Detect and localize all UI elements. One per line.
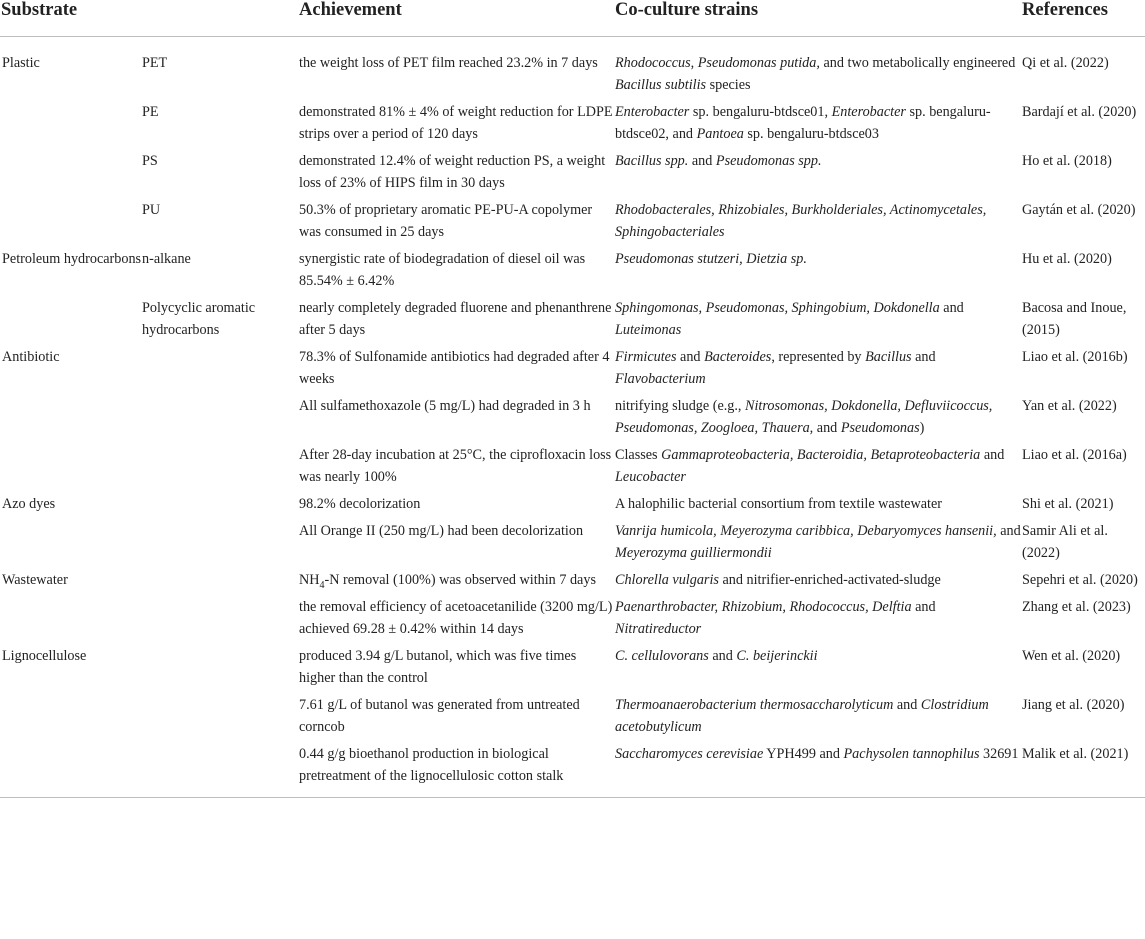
strain-name: Pseudomonas bbox=[840, 420, 920, 436]
achievement-cell: 98.2% decolorization bbox=[299, 496, 421, 512]
strains-cell bbox=[615, 442, 1022, 491]
strain-name: Vanrija humicola, Meyerozyma caribbica, Debaryomyces hansenii, bbox=[615, 523, 997, 539]
strain-name: Luteimonas bbox=[615, 322, 682, 338]
table-row bbox=[0, 491, 1145, 518]
substrate-cell: Azo dyes bbox=[2, 496, 56, 512]
strain-name: Enterobacter bbox=[831, 104, 906, 120]
subtype-cell bbox=[142, 567, 299, 594]
strains-cell bbox=[615, 99, 1022, 148]
reference-cell: Jiang et al. (2020) bbox=[1022, 697, 1125, 713]
achievement-cell: 7.61 g/L of butanol was generated from untreated corncob bbox=[299, 697, 580, 735]
strain-name: Enterobacter bbox=[615, 104, 690, 120]
subscript: 4 bbox=[319, 579, 325, 591]
subtype-cell bbox=[142, 594, 299, 643]
subtype-cell: PU bbox=[142, 202, 161, 218]
achievement-cell: the weight loss of PET film reached 23.2% in 7 days bbox=[299, 55, 598, 71]
strain-text: and bbox=[893, 697, 921, 713]
strain-name: Leucobacter bbox=[615, 469, 686, 485]
subtype-cell bbox=[142, 393, 299, 442]
strain-name: Bacillus bbox=[865, 349, 912, 365]
strain-text: , bbox=[690, 55, 698, 71]
reference-cell: Hu et al. (2020) bbox=[1022, 251, 1112, 267]
strains-cell bbox=[615, 594, 1022, 643]
achievement-cell: synergistic rate of biodegradation of diesel oil was 85.54% ± 6.42% bbox=[299, 251, 586, 289]
subtype-cell bbox=[142, 491, 299, 518]
strain-text: and bbox=[996, 523, 1021, 539]
substrate-cell bbox=[0, 393, 142, 442]
substrate-cell bbox=[0, 741, 142, 798]
achievement-cell: nearly completely degraded fluorene and phenanthrene after 5 days bbox=[299, 300, 612, 338]
substrate-cell: Petroleum hydrocarbons bbox=[2, 251, 142, 267]
table-row bbox=[0, 246, 1145, 295]
strains-cell bbox=[615, 344, 1022, 393]
strain-text: 32691 bbox=[979, 746, 1019, 762]
strain-text: and bbox=[813, 420, 841, 436]
strain-name: Gammaproteobacteria, Bacteroidia, Betaproteobacteria bbox=[661, 447, 981, 463]
reference-cell: Wen et al. (2020) bbox=[1022, 648, 1121, 664]
strain-name: Pseudomonas stutzeri, Dietzia sp. bbox=[615, 251, 807, 267]
strain-text: and nitrifier-enriched-activated-sludge bbox=[718, 572, 941, 588]
reference-cell: Gaytán et al. (2020) bbox=[1022, 202, 1136, 218]
table-row bbox=[0, 344, 1145, 393]
strain-name: Meyerozyma guilliermondii bbox=[615, 545, 772, 561]
substrate-cell bbox=[0, 148, 142, 197]
strain-name: Bacillus subtilis bbox=[615, 77, 707, 93]
subtype-cell bbox=[142, 518, 299, 567]
reference-cell: Shi et al. (2021) bbox=[1022, 496, 1114, 512]
reference-cell: Yan et al. (2022) bbox=[1022, 398, 1117, 414]
achievement-cell: After 28-day incubation at 25°C, the ciprofloxacin loss was nearly 100% bbox=[299, 447, 612, 485]
header-strains: Co-culture strains bbox=[615, 0, 1022, 37]
strain-name: Rhodobacterales, Rhizobiales, Burkholderiales, Actinomycetales, Sphingobacteriales bbox=[615, 202, 987, 240]
table-row bbox=[0, 99, 1145, 148]
substrate-cell bbox=[0, 295, 142, 344]
strain-text: and bbox=[688, 153, 716, 169]
strain-text: Classes bbox=[615, 447, 662, 463]
table-row bbox=[0, 643, 1145, 692]
header-substrate: Substrate bbox=[0, 0, 299, 37]
table-row bbox=[0, 594, 1145, 643]
table-row bbox=[0, 741, 1145, 798]
strains-cell bbox=[615, 741, 1022, 798]
substrate-cell bbox=[0, 99, 142, 148]
table-row bbox=[0, 518, 1145, 567]
strains-cell bbox=[615, 148, 1022, 197]
strain-text: and bbox=[911, 599, 936, 615]
strain-text: , represented by bbox=[771, 349, 866, 365]
substrate-cell bbox=[0, 442, 142, 491]
reference-cell: Sepehri et al. (2020) bbox=[1022, 572, 1138, 588]
substrate-cell: Plastic bbox=[2, 55, 40, 71]
strain-name: Pseudomonas spp. bbox=[715, 153, 822, 169]
reference-cell: Zhang et al. (2023) bbox=[1022, 599, 1131, 615]
strain-name: Bacteroides bbox=[704, 349, 772, 365]
table-row bbox=[0, 567, 1145, 594]
strains-cell bbox=[615, 197, 1022, 246]
table-row bbox=[0, 442, 1145, 491]
strain-text: nitrifying sludge (e.g., bbox=[615, 398, 746, 414]
strain-name: Nitrosomonas, Dokdonella, Defluviicoccus, Pseudomonas, Zoogloea, Thauera, bbox=[615, 398, 993, 436]
reference-cell: Qi et al. (2022) bbox=[1022, 55, 1109, 71]
strain-name: Nitratireductor bbox=[615, 621, 702, 637]
achievement-cell: 0.44 g/g bioethanol production in biological pretreatment of the lignocellulosic cotton stalk bbox=[299, 741, 615, 798]
achievement-cell: demonstrated 81% ± 4% of weight reduction for LDPE strips over a period of 120 days bbox=[299, 104, 613, 142]
strain-name: Sphingomonas, Pseudomonas, Sphingobium, Dokdonella bbox=[615, 300, 940, 316]
strains-cell bbox=[615, 692, 1022, 741]
reference-cell: Liao et al. (2016a) bbox=[1022, 447, 1127, 463]
strain-text: and two metabolically engineered bbox=[819, 55, 1016, 71]
strain-name: Pachysolen tannophilus bbox=[843, 746, 980, 762]
strain-text: and bbox=[911, 349, 936, 365]
achievement-cell bbox=[299, 567, 615, 594]
strain-name: Clostridium acetobutylicum bbox=[615, 697, 989, 735]
reference-cell: Malik et al. (2021) bbox=[1022, 741, 1145, 798]
strain-name: C. cellulovorans bbox=[615, 648, 709, 664]
strains-cell bbox=[615, 295, 1022, 344]
substrate-cell bbox=[0, 197, 142, 246]
table-row bbox=[0, 692, 1145, 741]
subtype-cell: PET bbox=[142, 55, 168, 71]
subtype-cell bbox=[142, 442, 299, 491]
strain-text: YPH499 and bbox=[763, 746, 844, 762]
substrate-cell: Lignocellulose bbox=[2, 648, 87, 664]
subtype-cell: n-alkane bbox=[142, 251, 191, 267]
subtype-cell bbox=[142, 692, 299, 741]
strain-text: sp. bengaluru-btdsce01, bbox=[689, 104, 832, 120]
table-header bbox=[0, 0, 1145, 37]
achievement-text: -N removal (100%) was observed within 7 days bbox=[324, 572, 596, 588]
reference-cell: Ho et al. (2018) bbox=[1022, 153, 1112, 169]
strain-text: and bbox=[708, 648, 737, 664]
achievement-cell: All Orange II (250 mg/L) had been decolorization bbox=[299, 523, 584, 539]
table-row bbox=[0, 37, 1145, 100]
strain-name: Paenarthrobacter, Rhizobium, Rhodococcus, Delftia bbox=[615, 599, 912, 615]
achievement-cell: 78.3% of Sulfonamide antibiotics had degraded after 4 weeks bbox=[299, 349, 610, 387]
substrate-cell bbox=[0, 518, 142, 567]
strain-name: Pseudomonas putida, bbox=[697, 55, 820, 71]
reference-cell: Samir Ali et al. (2022) bbox=[1022, 523, 1108, 561]
substrate-cell bbox=[0, 594, 142, 643]
table-row bbox=[0, 393, 1145, 442]
strains-cell bbox=[615, 518, 1022, 567]
header-achievement: Achievement bbox=[299, 0, 615, 37]
achievement-cell: All sulfamethoxazole (5 mg/L) had degraded in 3 h bbox=[299, 398, 591, 414]
strain-text: species bbox=[706, 77, 751, 93]
strain-text: and bbox=[939, 300, 964, 316]
strain-text: and bbox=[980, 447, 1005, 463]
strain-name: Rhodococcus bbox=[615, 55, 691, 71]
strains-cell bbox=[615, 643, 1022, 692]
table-row bbox=[0, 197, 1145, 246]
substrate-cell: Wastewater bbox=[2, 572, 68, 588]
subtype-cell: PE bbox=[142, 104, 159, 120]
subtype-cell bbox=[142, 741, 299, 798]
substrate-cell: Antibiotic bbox=[2, 349, 60, 365]
strain-text: and bbox=[676, 349, 705, 365]
achievement-cell: 50.3% of proprietary aromatic PE-PU-A copolymer was consumed in 25 days bbox=[299, 202, 593, 240]
achievement-cell: produced 3.94 g/L butanol, which was five times higher than the control bbox=[299, 648, 577, 686]
achievement-cell: the removal efficiency of acetoacetanilide (3200 mg/L) achieved 69.28 ± 0.42% within 14 days bbox=[299, 599, 613, 637]
strains-cell bbox=[615, 491, 1022, 518]
strain-name: Saccharomyces cerevisiae bbox=[615, 746, 764, 762]
subtype-cell bbox=[142, 643, 299, 692]
strains-cell bbox=[615, 37, 1022, 100]
subtype-cell: PS bbox=[142, 153, 158, 169]
subtype-cell: Polycyclic aromatic hydrocarbons bbox=[142, 300, 256, 338]
strain-text: ) bbox=[919, 420, 925, 436]
table-row bbox=[0, 295, 1145, 344]
strain-name: Thermoanaerobacterium thermosaccharolyticum bbox=[615, 697, 894, 713]
achievement-cell: demonstrated 12.4% of weight reduction PS, a weight loss of 23% of HIPS film in 30 days bbox=[299, 153, 606, 191]
reference-cell: Liao et al. (2016b) bbox=[1022, 349, 1128, 365]
strains-cell bbox=[615, 246, 1022, 295]
strain-text: A halophilic bacterial consortium from textile wastewater bbox=[615, 496, 942, 512]
substrate-cell bbox=[0, 692, 142, 741]
achievement-text: NH bbox=[299, 572, 320, 588]
strain-name: Firmicutes bbox=[615, 349, 677, 365]
strain-name: Flavobacterium bbox=[615, 371, 706, 387]
table-row bbox=[0, 148, 1145, 197]
reference-cell: Bardají et al. (2020) bbox=[1022, 104, 1137, 120]
strains-cell bbox=[615, 393, 1022, 442]
strain-name: Pantoea bbox=[696, 126, 744, 142]
table-body bbox=[0, 37, 1145, 798]
strain-name: Bacillus spp. bbox=[615, 153, 689, 169]
subtype-cell bbox=[142, 344, 299, 393]
reference-cell: Bacosa and Inoue, (2015) bbox=[1022, 300, 1127, 338]
header-references: References bbox=[1022, 0, 1145, 37]
strain-name: C. beijerinckii bbox=[736, 648, 818, 664]
strains-cell bbox=[615, 567, 1022, 594]
strain-text: sp. bengaluru-btdsce02, and bbox=[615, 104, 991, 142]
strain-text: sp. bengaluru-btdsce03 bbox=[743, 126, 879, 142]
strain-name: Chlorella vulgaris bbox=[615, 572, 719, 588]
